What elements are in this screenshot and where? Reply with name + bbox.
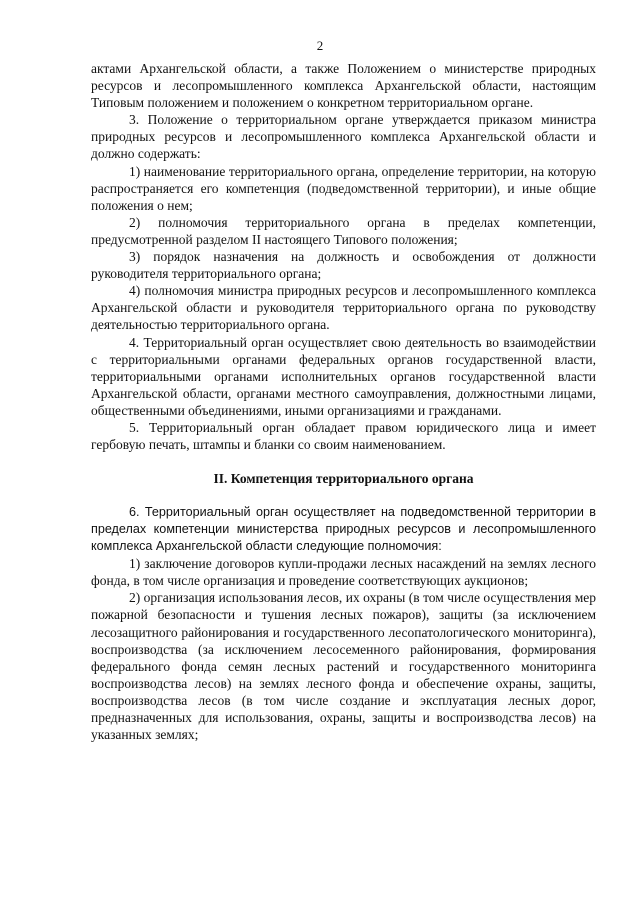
paragraph-3-item-2: 2) полномочия территориального органа в пределах компетенции, предусмотренной разделом II настоящего Типового положения; — [91, 214, 596, 247]
section-heading: II. Компетенция территориального органа — [213, 471, 474, 487]
paragraph-3: 3. Положение о территориальном органе утверждается приказом министра природных ресурсов и лесопромышленного комплекса Архангельской области и должно содержать: — [91, 112, 596, 162]
document-body — [91, 60, 596, 743]
continuation-paragraph: актами Архангельской области, а также Положением о министерстве природных ресурсов и лесопромышленного комплекса Архангельской области, настоящим Типовым положением и положением о конкретном территориальном органе. — [91, 61, 596, 111]
paragraph-3-item-1: 1) наименование территориального органа, определение территории, на которую распространяется его компетенция (подведомственной территории), и иные общие положения о нем; — [91, 163, 596, 213]
paragraph-6-item-2: 2) организация использования лесов, их охраны (в том числе осуществления мер пожарной безопасности и тушения лесных пожаров), защиты (за исключением лесозащитного районирования и государственного лесопатологического мониторинга), воспроизводства (за исключением лесосеменного районирования, формирования федерального фонда семян лесных растений и государственного мониторинга воспроизводства лесов) на землях лесного фонда и обеспечение охраны, защиты, воспроизводства лесов (в том числе создание и эксплуатация лесных дорог, предназначенных для использования, охраны, защиты и воспроизводства лесов) на указанных землях; — [91, 590, 596, 743]
paragraph-3-item-4: 4) полномочия министра природных ресурсов и лесопромышленного комплекса Архангельской области и руководителя территориального органа по руководству деятельностью территориального органа. — [91, 283, 596, 333]
paragraph-6-item-1: 1) заключение договоров купли-продажи лесных насаждений на землях лесного фонда, в том числе организация и проведение соответствующих аукционов; — [91, 556, 596, 589]
paragraph-3-item-3: 3) порядок назначения на должность и освобождения от должности руководителя территориального органа; — [91, 249, 596, 282]
paragraph-5: 5. Территориальный орган обладает правом юридического лица и имеет гербовую печать, штампы и бланки со своим наименованием. — [91, 419, 596, 453]
page-number: 2 — [316, 38, 324, 53]
paragraph-6: 6. Территориальный орган осуществляет на подведомственной территории в пределах компетенции министерства природных ресурсов и лесопромышленного комплекса Архангельской области следующие полномочия: — [91, 505, 596, 554]
paragraph-4: 4. Территориальный орган осуществляет свою деятельность во взаимодействии с территориальными органами федеральных органов государственной власти, территориальными органами исполнительных органов государственной власти Архангельской области, органами местного самоуправления, должностными лицами, общественными объединениями, иными организациями и гражданами. — [91, 334, 596, 418]
